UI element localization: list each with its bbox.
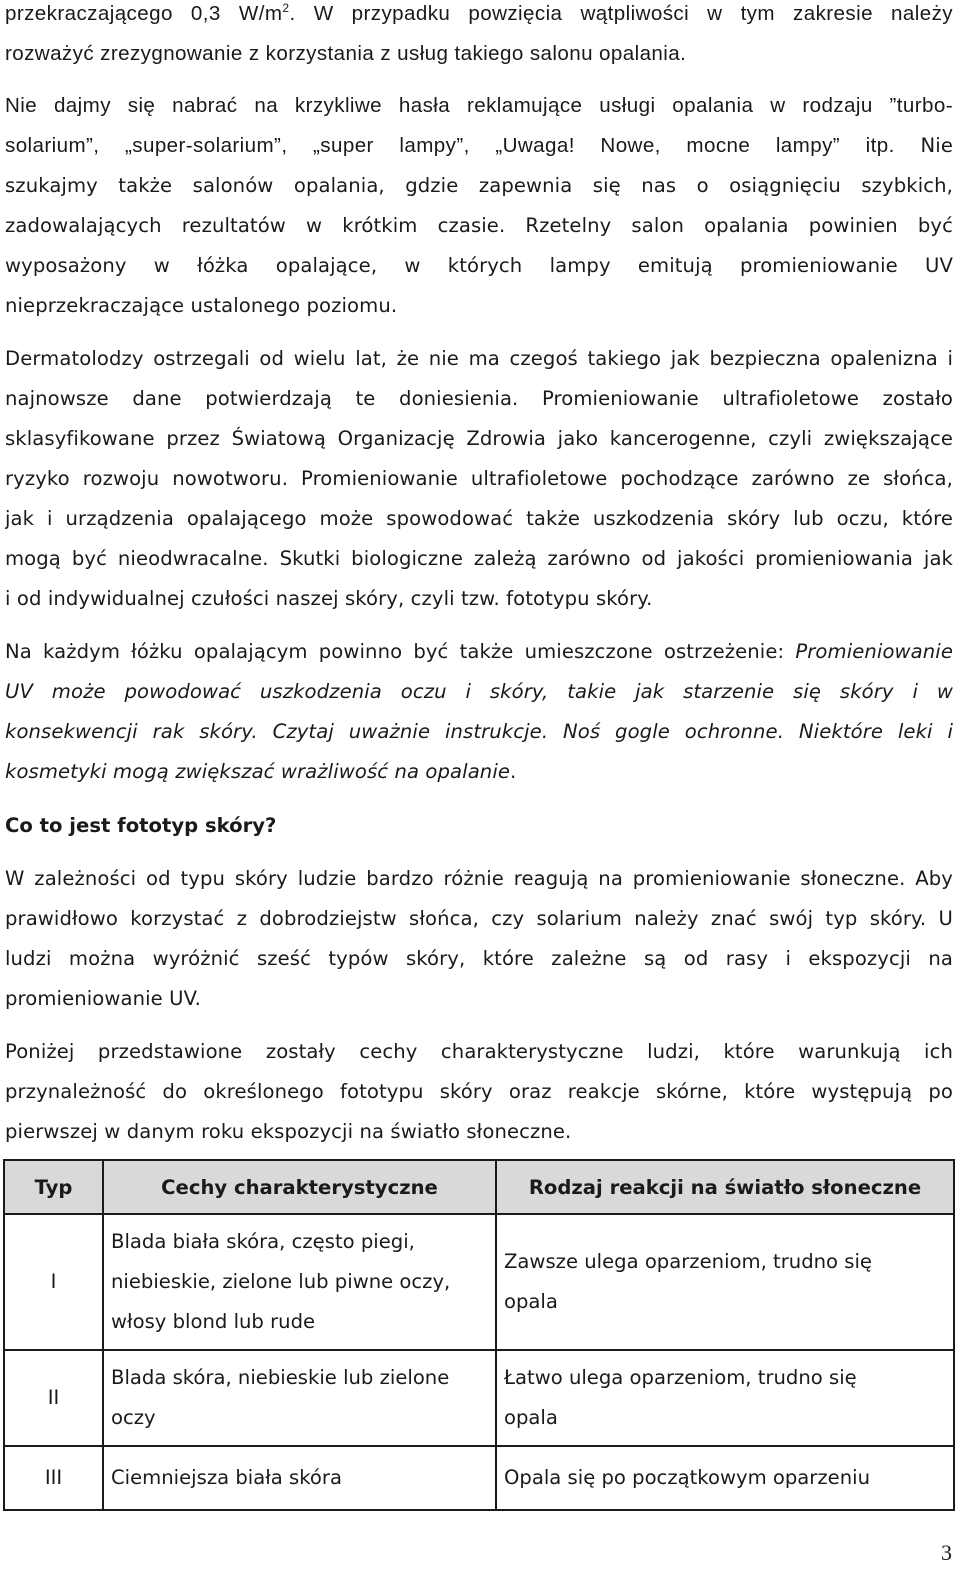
cell-line: Blada skóra, niebieskie lub zielone: [111, 1366, 450, 1389]
header-cechy: Cechy charakterystyczne: [103, 1160, 496, 1214]
cell-line: Opala się po początkowym oparzeniu: [504, 1466, 870, 1489]
text-line: rozważyć zrezygnowanie z korzystania z usług takiego salonu opalania.: [5, 42, 687, 65]
text-line: i od indywidualnej czułości naszej skóry, czyli tzw. fototypu skóry.: [5, 587, 653, 610]
paragraph-skin-types: [5, 859, 953, 1019]
cell-reakcja: [496, 1214, 954, 1350]
table-row: [4, 1350, 954, 1446]
paragraph-warning: [5, 632, 953, 792]
cell-line: niebieskie, zielone lub piwne oczy,: [111, 1270, 451, 1293]
text-line: mogą być nieodwracalne. Skutki biologiczne zależą zarówno od jakości promieniowania jak: [5, 547, 953, 570]
cell-line: Łatwo ulega oparzeniom, trudno się: [504, 1366, 857, 1389]
text-line: najnowsze dane potwierdzają te doniesienia. Promieniowanie ultrafioletowe zostało: [5, 387, 953, 410]
cell-line: opala: [504, 1406, 558, 1429]
page-number: 3: [941, 1540, 952, 1565]
text-line: szukajmy także salonów opalania, gdzie zapewnia się nas o osiągnięciu szybkich,: [5, 174, 953, 197]
table-row: [4, 1446, 954, 1510]
text-line: Poniżej przedstawione zostały cechy charakterystyczne ludzi, które warunkują ich: [5, 1040, 953, 1063]
text-line: Na każdym łóżku opalającym powinno być także umieszczone ostrzeżenie: Promieniowanie: [5, 640, 953, 663]
cell-typ: II: [4, 1350, 103, 1446]
section-heading: Co to jest fototyp skóry?: [5, 814, 277, 837]
text-line: UV może powodować uszkodzenia oczu i skóry, takie jak starzenie się skóry i w: [5, 680, 953, 703]
cell-typ: III: [4, 1446, 103, 1510]
cell-line: włosy blond lub rude: [111, 1310, 316, 1333]
text-line: nieprzekraczające ustalonego poziomu.: [5, 294, 398, 317]
cell-line: Blada biała skóra, często piegi,: [111, 1230, 415, 1253]
text-line: ludzi można wyróżnić sześć typów skóry, które zależne są od rasy i ekspozycji na: [5, 947, 953, 970]
text-line: przekraczającego 0,3 $W/m^2$. W przypadku powzięcia wątpliwości w tym zakresie należy: [5, 1, 953, 25]
text-line: W zależności od typu skóry ludzie bardzo różnie reagują na promieniowanie słoneczne. Aby: [5, 867, 953, 890]
cell-reakcja: [496, 1446, 954, 1510]
table-header-row: [4, 1160, 954, 1214]
header-typ: Typ: [4, 1160, 103, 1214]
cell-line: oczy: [111, 1406, 156, 1429]
cell-cechy: [103, 1350, 496, 1446]
paragraph-dermatologists: [5, 339, 953, 619]
cell-line: opala: [504, 1290, 558, 1313]
cell-line: Ciemniejsza biała skóra: [111, 1466, 342, 1489]
text-line: przynależność do określonego fototypu skóry oraz reakcje skórne, które występują po: [5, 1080, 953, 1103]
paragraph-uv-limit: [5, 0, 953, 74]
text-line: sklasyfikowane przez Światową Organizację Zdrowia jako kancerogenne, czyli zwiększające: [5, 427, 953, 450]
cell-reakcja: [496, 1350, 954, 1446]
phototype-table: [3, 1159, 955, 1511]
superscript: 2: [282, 1, 290, 15]
text-line: Dermatolodzy ostrzegali od wielu lat, że nie ma czegoś takiego jak bezpieczna opalenizna i: [5, 347, 953, 370]
text-line: solarium”, „super-solarium”, „super lampy”, „Uwaga! Nowe, mocne lampy” itp. Nie: [5, 134, 953, 157]
text-line: ryzyko rozwoju nowotworu. Promieniowanie ultrafioletowe pochodzące zarówno ze słońca,: [5, 467, 953, 490]
table-row: [4, 1214, 954, 1350]
text-line: prawidłowo korzystać z dobrodziejstw słońca, czy solarium należy znać swój typ skóry. U: [5, 907, 953, 930]
text-line: kosmetyki mogą zwiększać wrażliwość na opalanie.: [5, 760, 517, 783]
text-line: jak i urządzenia opalającego może spowodować także uszkodzenia skóry lub oczu, które: [5, 507, 953, 530]
text-line: promieniowanie UV.: [5, 987, 201, 1010]
text-line: pierwszej w danym roku ekspozycji na światło słoneczne.: [5, 1120, 572, 1143]
paragraph-advertising: [5, 86, 953, 326]
cell-cechy: [103, 1214, 496, 1350]
text-line: wyposażony w łóżka opalające, w których lampy emitują promieniowanie UV: [5, 254, 953, 277]
header-reakcja: Rodzaj reakcji na światło słoneczne: [496, 1160, 954, 1214]
paragraph-table-intro: [5, 1032, 953, 1152]
cell-line: Zawsze ulega oparzeniom, trudno się: [504, 1250, 872, 1273]
text-line: Nie dajmy się nabrać na krzykliwe hasła reklamujące usługi opalania w rodzaju ”turbo-: [5, 94, 953, 117]
cell-typ: I: [4, 1214, 103, 1350]
text-line: konsekwencji rak skóry. Czytaj uważnie instrukcje. Noś gogle ochronne. Niektóre leki i: [5, 720, 953, 743]
text-line: zadowalających rezultatów w krótkim czasie. Rzetelny salon opalania powinien być: [5, 214, 953, 237]
cell-cechy: [103, 1446, 496, 1510]
